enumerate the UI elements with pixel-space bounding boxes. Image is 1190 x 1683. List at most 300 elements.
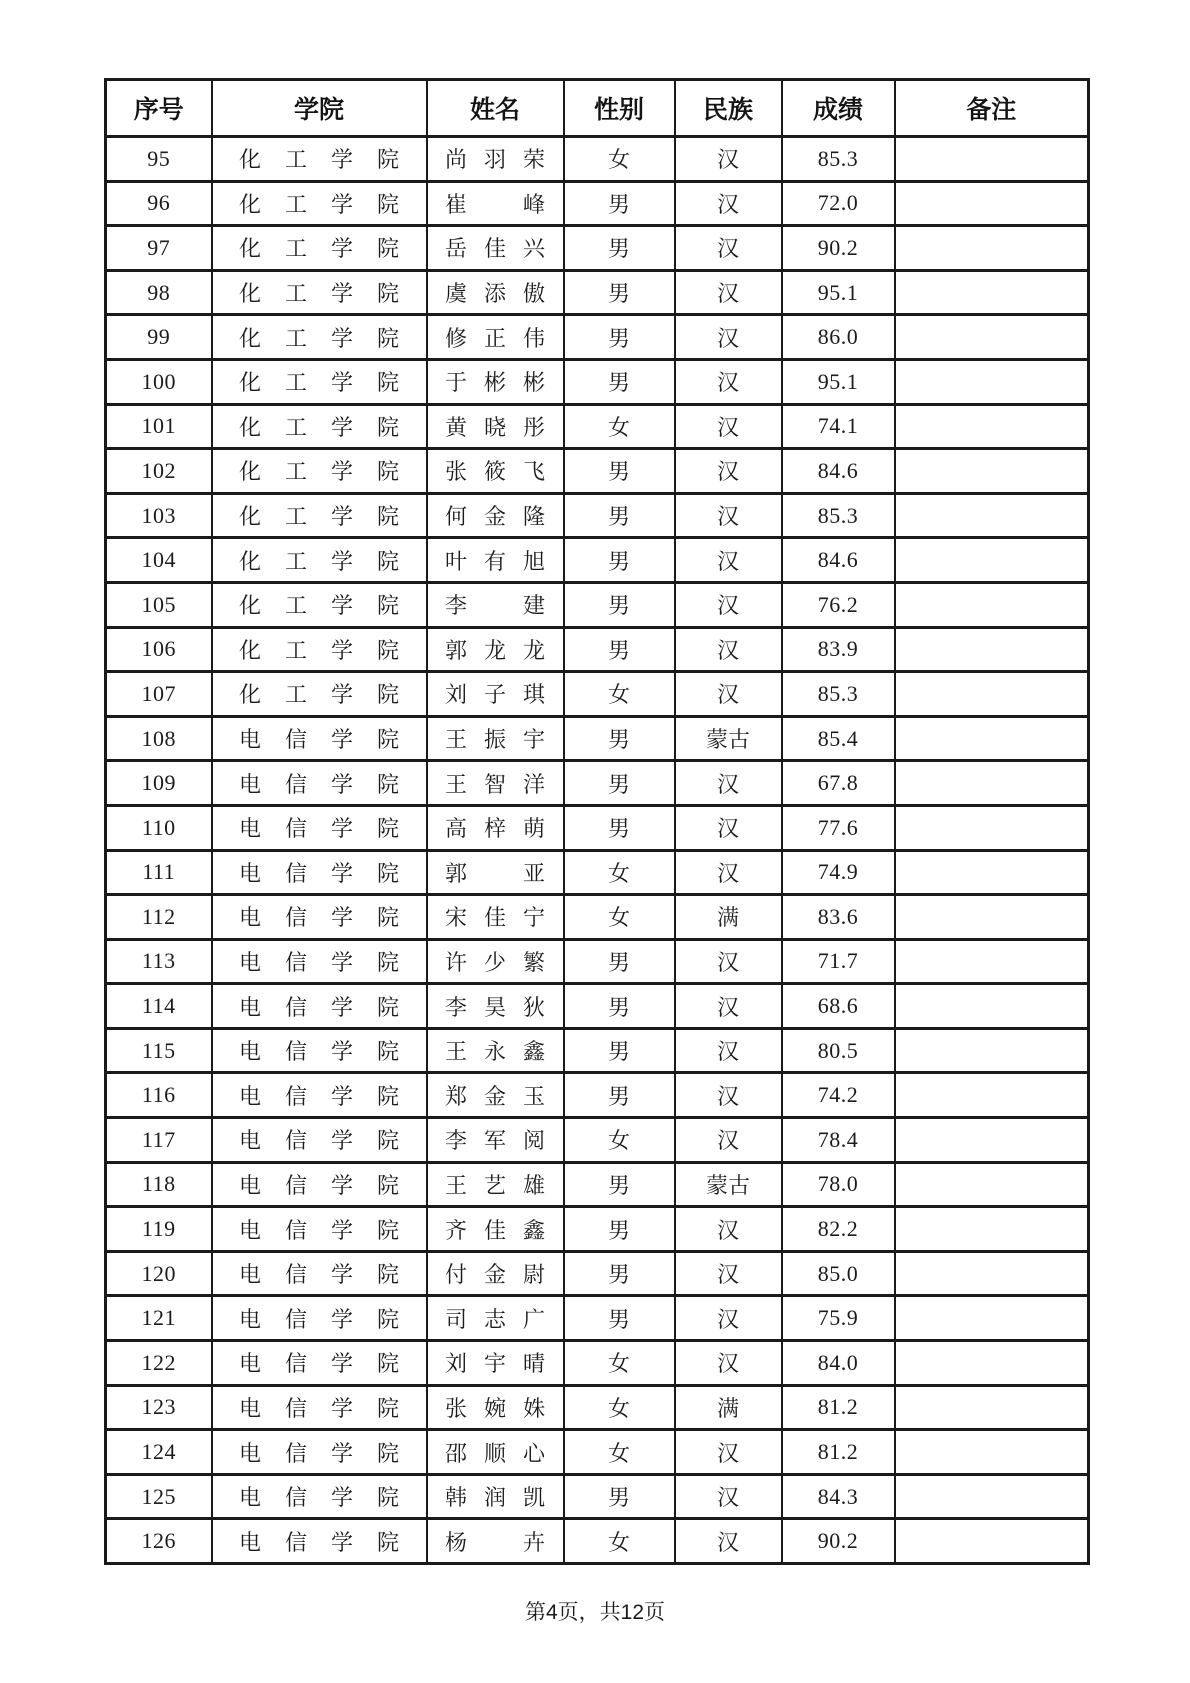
row-gender: 男	[607, 1172, 630, 1198]
cell-college	[212, 1073, 427, 1118]
cell-college	[212, 672, 427, 717]
table-row	[106, 404, 1089, 449]
cell-remark	[895, 1028, 1089, 1073]
table-row	[106, 627, 1089, 672]
cell-score	[782, 984, 895, 1029]
row-ethnicity: 汉	[716, 1351, 739, 1377]
row-college: 化工学院	[239, 682, 399, 708]
cell-remark	[895, 1118, 1089, 1163]
row-college: 电信学院	[239, 1128, 399, 1154]
row-index: 109	[141, 770, 176, 796]
cell-index	[106, 1430, 212, 1475]
row-score: 90.2	[817, 234, 859, 260]
row-name: 何金隆	[445, 504, 545, 530]
table-row	[106, 1162, 1089, 1207]
row-gender: 女	[607, 1440, 630, 1466]
row-ethnicity: 汉	[716, 548, 739, 574]
cell-name	[427, 137, 564, 182]
row-college: 电信学院	[239, 905, 399, 931]
table-row	[106, 850, 1089, 895]
row-index: 107	[141, 680, 176, 706]
row-name: 王艺雄	[445, 1172, 545, 1198]
row-gender: 男	[607, 1083, 630, 1109]
row-index: 115	[141, 1037, 176, 1063]
row-name: 黄晓彤	[445, 414, 545, 440]
cell-remark	[895, 404, 1089, 449]
cell-name	[427, 270, 564, 315]
row-name: 张筱飞	[445, 459, 545, 485]
cell-index	[106, 1162, 212, 1207]
cell-gender	[564, 716, 675, 761]
cell-name	[427, 1519, 564, 1564]
cell-remark	[895, 582, 1089, 627]
cell-index	[106, 270, 212, 315]
row-ethnicity: 汉	[716, 236, 739, 262]
row-college: 化工学院	[239, 325, 399, 351]
row-name: 付金尉	[445, 1262, 545, 1288]
cell-ethnicity	[675, 716, 782, 761]
cell-name	[427, 404, 564, 449]
cell-ethnicity	[675, 538, 782, 583]
cell-ethnicity	[675, 627, 782, 672]
row-ethnicity: 汉	[716, 771, 739, 797]
row-ethnicity: 汉	[716, 1529, 739, 1555]
row-gender: 男	[607, 548, 630, 574]
cell-college	[212, 1385, 427, 1430]
cell-score	[782, 449, 895, 494]
cell-gender	[564, 226, 675, 271]
cell-remark	[895, 1341, 1089, 1386]
cell-gender	[564, 449, 675, 494]
row-gender: 男	[607, 504, 630, 530]
cell-index	[106, 493, 212, 538]
row-score: 67.8	[817, 770, 859, 796]
row-name: 许少繁	[445, 949, 545, 975]
row-score: 84.3	[817, 1483, 859, 1509]
cell-name	[427, 1118, 564, 1163]
cell-ethnicity	[675, 1519, 782, 1564]
cell-college	[212, 137, 427, 182]
row-name: 杨卉	[445, 1529, 545, 1555]
row-score: 74.2	[817, 1082, 859, 1108]
table-row	[106, 1341, 1089, 1386]
cell-remark	[895, 315, 1089, 360]
row-college: 电信学院	[239, 1306, 399, 1332]
cell-college	[212, 315, 427, 360]
cell-score	[782, 895, 895, 940]
row-gender: 男	[607, 281, 630, 307]
cell-name	[427, 850, 564, 895]
row-score: 85.3	[817, 502, 859, 528]
cell-remark	[895, 895, 1089, 940]
row-ethnicity: 汉	[716, 1440, 739, 1466]
cell-college	[212, 761, 427, 806]
row-name: 岳佳兴	[445, 236, 545, 262]
cell-name	[427, 627, 564, 672]
row-score: 78.4	[817, 1126, 859, 1152]
cell-college	[212, 493, 427, 538]
cell-score	[782, 315, 895, 360]
cell-index	[106, 449, 212, 494]
row-score: 84.0	[817, 1349, 859, 1375]
cell-remark	[895, 226, 1089, 271]
table-row	[106, 359, 1089, 404]
cell-gender	[564, 850, 675, 895]
row-score: 68.6	[817, 993, 859, 1019]
row-college: 电信学院	[239, 1172, 399, 1198]
row-ethnicity: 汉	[716, 637, 739, 663]
row-gender: 女	[607, 1128, 630, 1154]
row-gender: 男	[607, 370, 630, 396]
cell-score	[782, 1296, 895, 1341]
row-score: 71.7	[817, 948, 859, 974]
header-row	[106, 80, 1089, 137]
cell-score	[782, 1385, 895, 1430]
cell-ethnicity	[675, 1118, 782, 1163]
table-row	[106, 1474, 1089, 1519]
cell-score	[782, 761, 895, 806]
row-index: 126	[141, 1528, 176, 1554]
cell-gender	[564, 627, 675, 672]
row-score: 85.3	[817, 680, 859, 706]
row-name: 李军阅	[445, 1128, 545, 1154]
row-gender: 女	[607, 414, 630, 440]
table-header	[106, 80, 1089, 137]
row-score: 82.2	[817, 1216, 859, 1242]
cell-name	[427, 1385, 564, 1430]
table-row	[106, 449, 1089, 494]
cell-college	[212, 1296, 427, 1341]
row-index: 100	[141, 368, 176, 394]
cell-college	[212, 1430, 427, 1475]
row-index: 101	[141, 413, 176, 439]
cell-ethnicity	[675, 359, 782, 404]
table-row	[106, 1028, 1089, 1073]
row-college: 化工学院	[239, 191, 399, 217]
cell-college	[212, 582, 427, 627]
row-gender: 男	[607, 191, 630, 217]
row-ethnicity: 汉	[716, 1083, 739, 1109]
row-college: 化工学院	[239, 370, 399, 396]
table-row	[106, 672, 1089, 717]
cell-gender	[564, 137, 675, 182]
cell-score	[782, 1028, 895, 1073]
cell-index	[106, 805, 212, 850]
cell-ethnicity	[675, 226, 782, 271]
row-college: 化工学院	[239, 504, 399, 530]
row-name: 修正伟	[445, 325, 545, 351]
table-row	[106, 181, 1089, 226]
cell-name	[427, 1028, 564, 1073]
cell-index	[106, 1073, 212, 1118]
row-ethnicity: 汉	[716, 325, 739, 351]
cell-ethnicity	[675, 404, 782, 449]
row-index: 119	[141, 1216, 176, 1242]
cell-college	[212, 1519, 427, 1564]
table-row	[106, 1296, 1089, 1341]
row-college: 电信学院	[239, 1217, 399, 1243]
cell-name	[427, 1207, 564, 1252]
row-gender: 男	[607, 236, 630, 262]
cell-score	[782, 359, 895, 404]
row-index: 106	[141, 636, 176, 662]
cell-ethnicity	[675, 1296, 782, 1341]
row-name: 王永鑫	[445, 1039, 545, 1065]
row-ethnicity: 汉	[716, 949, 739, 975]
table-row	[106, 538, 1089, 583]
row-name: 崔峰	[445, 191, 545, 217]
cell-gender	[564, 582, 675, 627]
row-name: 刘宇晴	[445, 1351, 545, 1377]
row-index: 113	[141, 948, 176, 974]
cell-college	[212, 226, 427, 271]
row-index: 102	[141, 457, 176, 483]
table-row	[106, 1251, 1089, 1296]
cell-ethnicity	[675, 761, 782, 806]
cell-remark	[895, 850, 1089, 895]
cell-name	[427, 226, 564, 271]
cell-gender	[564, 939, 675, 984]
cell-index	[106, 716, 212, 761]
row-college: 化工学院	[239, 637, 399, 663]
row-score: 95.1	[817, 279, 859, 305]
cell-college	[212, 449, 427, 494]
cell-ethnicity	[675, 1430, 782, 1475]
cell-score	[782, 672, 895, 717]
row-college: 化工学院	[239, 236, 399, 262]
row-ethnicity: 蒙古	[705, 727, 750, 753]
header-gender: 性别	[564, 80, 675, 137]
cell-name	[427, 538, 564, 583]
cell-college	[212, 895, 427, 940]
cell-gender	[564, 1296, 675, 1341]
row-ethnicity: 汉	[716, 281, 739, 307]
cell-gender	[564, 1251, 675, 1296]
row-score: 86.0	[817, 324, 859, 350]
row-college: 化工学院	[239, 281, 399, 307]
cell-remark	[895, 1207, 1089, 1252]
row-name: 韩润凯	[445, 1485, 545, 1511]
row-college: 电信学院	[239, 860, 399, 886]
header-remark: 备注	[895, 80, 1089, 137]
cell-ethnicity	[675, 1028, 782, 1073]
cell-college	[212, 404, 427, 449]
row-college: 电信学院	[239, 816, 399, 842]
cell-ethnicity	[675, 137, 782, 182]
row-score: 74.1	[817, 413, 859, 439]
cell-index	[106, 850, 212, 895]
row-ethnicity: 汉	[716, 414, 739, 440]
cell-remark	[895, 672, 1089, 717]
cell-name	[427, 716, 564, 761]
cell-name	[427, 984, 564, 1029]
cell-name	[427, 315, 564, 360]
row-gender: 男	[607, 727, 630, 753]
cell-name	[427, 805, 564, 850]
row-gender: 男	[607, 325, 630, 351]
cell-index	[106, 672, 212, 717]
cell-name	[427, 1251, 564, 1296]
cell-name	[427, 359, 564, 404]
table-row	[106, 939, 1089, 984]
cell-index	[106, 939, 212, 984]
row-score: 76.2	[817, 591, 859, 617]
row-ethnicity: 汉	[716, 682, 739, 708]
row-index: 110	[141, 814, 176, 840]
cell-index	[106, 1341, 212, 1386]
row-ethnicity: 汉	[716, 147, 739, 173]
cell-ethnicity	[675, 582, 782, 627]
row-ethnicity: 汉	[716, 593, 739, 619]
cell-gender	[564, 270, 675, 315]
row-name: 王振宇	[445, 727, 545, 753]
row-gender: 男	[607, 1217, 630, 1243]
cell-ethnicity	[675, 315, 782, 360]
cell-college	[212, 359, 427, 404]
cell-gender	[564, 538, 675, 583]
row-index: 120	[141, 1260, 176, 1286]
row-gender: 女	[607, 905, 630, 931]
cell-ethnicity	[675, 895, 782, 940]
row-score: 72.0	[817, 190, 859, 216]
cell-gender	[564, 761, 675, 806]
cell-gender	[564, 493, 675, 538]
cell-remark	[895, 1430, 1089, 1475]
row-name: 司志广	[445, 1306, 545, 1332]
row-index: 114	[141, 993, 176, 1019]
cell-gender	[564, 805, 675, 850]
cell-college	[212, 984, 427, 1029]
row-college: 化工学院	[239, 593, 399, 619]
cell-ethnicity	[675, 1385, 782, 1430]
header-name: 姓名	[427, 80, 564, 137]
cell-ethnicity	[675, 1251, 782, 1296]
row-gender: 女	[607, 1395, 630, 1421]
cell-score	[782, 1207, 895, 1252]
row-gender: 女	[607, 860, 630, 886]
cell-ethnicity	[675, 805, 782, 850]
row-ethnicity: 汉	[716, 191, 739, 217]
cell-score	[782, 1118, 895, 1163]
row-index: 98	[147, 279, 171, 305]
row-index: 108	[141, 725, 176, 751]
cell-name	[427, 1341, 564, 1386]
cell-score	[782, 582, 895, 627]
row-gender: 男	[607, 1306, 630, 1332]
cell-name	[427, 1162, 564, 1207]
row-name: 叶有旭	[445, 548, 545, 574]
row-college: 电信学院	[239, 1485, 399, 1511]
cell-score	[782, 137, 895, 182]
cell-gender	[564, 672, 675, 717]
cell-remark	[895, 1296, 1089, 1341]
row-college: 化工学院	[239, 459, 399, 485]
row-college: 电信学院	[239, 771, 399, 797]
cell-index	[106, 1296, 212, 1341]
cell-score	[782, 627, 895, 672]
row-index: 95	[147, 145, 171, 171]
cell-gender	[564, 1207, 675, 1252]
cell-remark	[895, 1073, 1089, 1118]
row-score: 85.0	[817, 1260, 859, 1286]
cell-name	[427, 181, 564, 226]
cell-college	[212, 850, 427, 895]
cell-name	[427, 493, 564, 538]
cell-index	[106, 181, 212, 226]
cell-index	[106, 315, 212, 360]
cell-score	[782, 1430, 895, 1475]
cell-ethnicity	[675, 449, 782, 494]
table-row	[106, 582, 1089, 627]
cell-remark	[895, 627, 1089, 672]
cell-score	[782, 1162, 895, 1207]
row-score: 83.6	[817, 903, 859, 929]
row-score: 83.9	[817, 636, 859, 662]
header-college: 学院	[212, 80, 427, 137]
cell-name	[427, 1296, 564, 1341]
row-index: 111	[142, 859, 176, 885]
table-row	[106, 761, 1089, 806]
cell-gender	[564, 1519, 675, 1564]
row-index: 97	[147, 234, 171, 260]
cell-college	[212, 1251, 427, 1296]
row-index: 103	[141, 502, 176, 528]
roster-table	[104, 78, 1090, 1565]
table-row	[106, 1207, 1089, 1252]
cell-index	[106, 1519, 212, 1564]
row-college: 电信学院	[239, 1262, 399, 1288]
cell-index	[106, 137, 212, 182]
row-score: 77.6	[817, 814, 859, 840]
cell-ethnicity	[675, 850, 782, 895]
cell-ethnicity	[675, 1474, 782, 1519]
row-ethnicity: 汉	[716, 504, 739, 530]
cell-remark	[895, 1162, 1089, 1207]
row-ethnicity: 汉	[716, 860, 739, 886]
row-name: 齐佳鑫	[445, 1217, 545, 1243]
row-score: 75.9	[817, 1305, 859, 1331]
cell-ethnicity	[675, 672, 782, 717]
row-gender: 男	[607, 1485, 630, 1511]
row-college: 电信学院	[239, 949, 399, 975]
table-row	[106, 226, 1089, 271]
row-index: 121	[141, 1305, 176, 1331]
cell-remark	[895, 1474, 1089, 1519]
row-index: 96	[147, 190, 171, 216]
cell-score	[782, 1251, 895, 1296]
cell-gender	[564, 1385, 675, 1430]
cell-gender	[564, 1028, 675, 1073]
table-row	[106, 984, 1089, 1029]
cell-name	[427, 761, 564, 806]
cell-score	[782, 181, 895, 226]
table-body	[106, 137, 1089, 1564]
cell-ethnicity	[675, 1073, 782, 1118]
cell-name	[427, 582, 564, 627]
row-ethnicity: 蒙古	[705, 1172, 750, 1198]
cell-index	[106, 538, 212, 583]
cell-ethnicity	[675, 939, 782, 984]
cell-gender	[564, 1474, 675, 1519]
row-name: 王智洋	[445, 771, 545, 797]
row-gender: 男	[607, 459, 630, 485]
row-name: 张婉姝	[445, 1395, 545, 1421]
row-index: 117	[141, 1126, 176, 1152]
row-score: 85.4	[817, 725, 859, 751]
row-college: 化工学院	[239, 414, 399, 440]
cell-gender	[564, 1162, 675, 1207]
row-college: 电信学院	[239, 1529, 399, 1555]
